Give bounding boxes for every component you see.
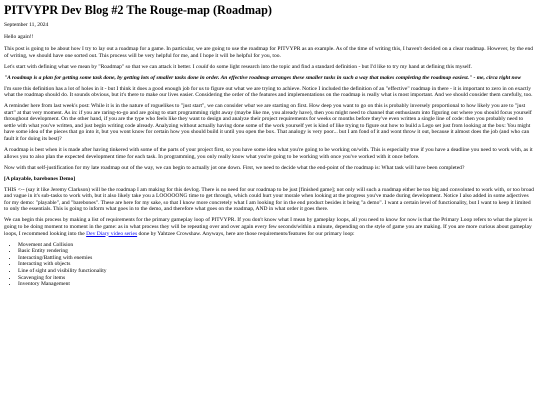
- section-heading: [A playable, barebones Demo]: [4, 175, 76, 182]
- definition-text-before: Let's start with defining what we mean by "Roadmap" so that we can attack it better. I: [4, 63, 196, 70]
- post-title: PITVYPR Dev Blog #2 The Rouge-map (Roadmap): [4, 3, 272, 17]
- list-item: • Movement and Collision: [18, 242, 536, 249]
- roadmap-definition-quote: "A roadmap is a plan for getting some task done, by getting lots of smaller tasks done in order. An effective roadmap arranges these smaller tasks in such a way that makes completing the roadmap easiest." - me, circa right now: [4, 74, 522, 81]
- gameplay-loop-text-before: We can begin this process by making a list of requirements for the primary gameplay loop of PITVYPR. If you don't know what I mean by gameplay loops, all you need to know for now is that the Primary Loop refers to what the player is going to be doing moment to moment in the game: as in what process they will be repeating over and over again every few seconds/within a minute, depending on the style of game you are making. If you are more curious about gameplay loops, I recommend looking into the: [4, 217, 533, 237]
- requirements-list: [4, 242, 536, 288]
- list-item: • Interacting/Battling with enemies: [18, 255, 536, 262]
- section-heading-paragraph: [4, 176, 536, 183]
- blog-post: [0, 3, 540, 288]
- list-item: • Interacting with objects: [18, 261, 536, 268]
- list-item: • Line of sight and visibility functionality: [18, 268, 536, 275]
- post-date: September 11, 2024: [4, 22, 49, 28]
- reminder-text-after: we are starting on first. How deep you want to go on this is probably inversely proportional to how likely you are to "just start" at that very moment. As in: if you are raring-to-go and are going to start programming right away (maybe like me, you already have), then you might need to channel that enthusiasm into figuring out where you should focus yourself throughout development. On the other hand, if you are the type who feels like they want to design and analyze their project requirements for weeks or months before they've even written a single line of code: then you probably need to settle with what you've written, and just begin writing code already. Analyzing without actually having done some of the work yourself yet is kind of like trying to figure out how to build a Lego set just from looking at the box: You might have some idea of the pieces that go into it, but you wont know for certain how you should build it until you open the box. That analogy is very poor... but I am fond of it and wont throw it out, because it almost does the job (and who can fault it for doing its best)?: [4, 103, 532, 143]
- dev-diary-link[interactable]: Dev Diary video series: [86, 230, 138, 237]
- holes-paragraph: I'm sure this definition has a lot of holes in it - but I think it does a good enough job for us to figure out what we are trying to achieve. Notice I included the definition of an "effective" roadmap in there - it is important to zero in on exactly what the roadmap should do. It sounds obvious, but it's there to make our lives easier. Considering the order of the features and implementations on the roadmap is really what is most important. And we should consider them carefully, too.: [4, 85, 533, 99]
- gameplay-loop-text-after: done by Yahtzee Crowshaw. Anyways, here are those requirements/features for our primary loop:: [137, 230, 355, 237]
- greeting-paragraph: Hello again!!: [4, 33, 34, 40]
- this-paragraph: THIS <-- (say it like Jeremy Clarkson) will be the roadmap I am making for this devlog. There is no need for our roadmap to be just [finished game]; not only will such a roadmap either be too big and convoluted to work with, or too broad and vague in it's sub-tasks to work with, but it also likely take you a LOOOOONG time to get through, which could hurt your morale when looking at the progress you've made during development. Notice I also added in some adjectives for my demo: "playable", and "barebones". These are here for my sake, so that I know more concretely what I am looking for in the end product besides it being "a demo". I want a certain level of functionality, but I want to keep it limited to only the essentials. This is going to inform what goes in to the demo, and therefore what goes on the roadmap, AND in what order it goes there.: [4, 186, 534, 213]
- list-item: • Inventory Management: [18, 281, 536, 288]
- reminder-text-before: A reminder here from last week's post: While it is in the nature of roguelikes to "just start", we can consider: [4, 103, 245, 110]
- reminder-emphasis: what: [244, 103, 255, 110]
- intro-paragraph: This post is going to be about how I try to lay out a roadmap for a game. In particular, we are going to use the roadmap for PITVYPR as an example. As of the time of writing this, I haven't decided on a clear roadmap. However, by the end of writing, we should have one sorted out. This process will be very helpful for me, and I hope it will be helpful for you, too.: [4, 45, 534, 59]
- list-item: • Scavenging for items: [18, 275, 536, 282]
- list-item: • Basic Entity rendering: [18, 248, 536, 255]
- quote-paragraph: [4, 75, 536, 82]
- best-practice-paragraph: A roadmap is best when it is made after having tinkered with some of the parts of your project first, so you have some idea what you're going to be working on/with. This is especially true if you have a deadline you need to work with, as it allows you to also plan the expected development time for each task. In programming, you only really know what you're going to be working with once you've worked with it once before.: [4, 147, 533, 160]
- definition-paragraph: [4, 64, 536, 71]
- reminder-paragraph: [4, 103, 536, 143]
- definition-emphasis: could: [195, 63, 209, 70]
- endpoint-paragraph: Now with that self-justification for my late roadmap out of the way, we can begin to actually jot one down. First, we need to decide what the end-point of the roadmap is: What task will have been completed?: [4, 164, 465, 171]
- gameplay-loop-paragraph: [4, 217, 536, 237]
- definition-text-after: do some light research into the topic and find a standard definition - but I'd like to try my hand at defining this myself.: [208, 63, 472, 70]
